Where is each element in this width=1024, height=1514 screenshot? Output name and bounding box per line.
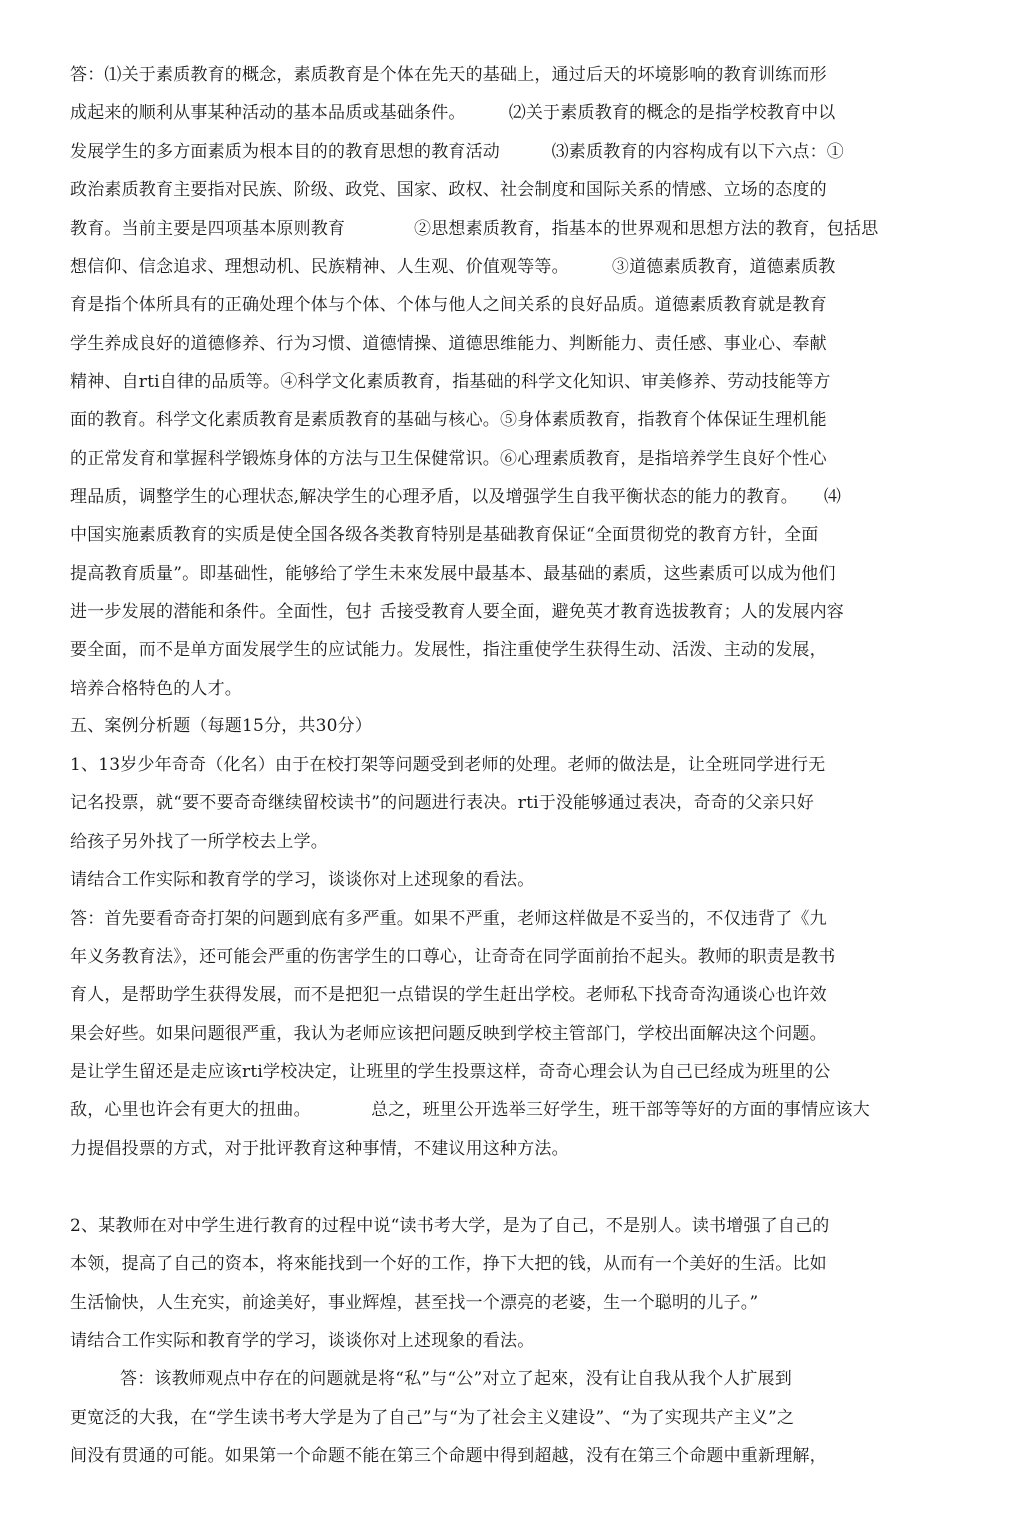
text-line: 答：首先要看奇奇打架的问题到底有多严重。如果不严重，老师这样做是不妥当的，不仅违背了《九	[70, 909, 827, 929]
text-line: 力提倡投票的方式，对于批评教育这种事情，不建议用这种方法。	[70, 1139, 569, 1159]
text-line: 答：⑴关于素质教育的概念，素质教育是个体在先天的基础上，通过后天的坏境影响的教育训练而形	[70, 65, 827, 85]
text-line: 中国实施素质教育的实质是使全国各级各类教育特别是基础教育保证“全面贯彻党的教育方针，全面	[70, 525, 819, 545]
text-line: 进一步发展的潜能和条件。全面性，包扌舌接受教育人要全面，避免英才教育选拔教育；人的发展内容	[70, 602, 844, 622]
text-line: 发展学生的多方面素质为根本目的的教育思想的教育活动 ⑶素质教育的内容构成有以下六点：①	[70, 142, 844, 162]
text-line: 要全面，而不是单方面发展学生的应试能力。发展性，指注重使学生获得生动、活泼、主动的发展，	[70, 640, 827, 660]
text-line: 记名投票，就“要不要奇奇继续留校读书”的问题进行表决。rti于没能够通过表决，奇奇的父亲只好	[70, 793, 814, 813]
text-line: 请结合工作实际和教育学的学习，谈谈你对上述现象的看法。	[70, 1331, 535, 1351]
text-line: 理品质，调整学生的心理状态,解决学生的心理矛盾，以及增强学生自我平衡状态的能力的教育。 ⑷	[70, 487, 842, 507]
text-line: 成起来的顺利从事某种活动的基本品质或基础条件。 ⑵关于素质教育的概念的是指学校教育中以	[70, 103, 836, 123]
text-line: 1、13岁少年奇奇（化名）由于在校打架等问题受到老师的处理。老师的做法是，让全班同学进行无	[70, 755, 826, 775]
text-line: 2、某教师在对中学生进行教育的过程中说“读书考大学，是为了自己，不是别人。读书增强了自己的	[70, 1216, 830, 1236]
text-line: 培养合格特色的人才。	[70, 679, 242, 699]
text-line: 学生养成良好的道德修养、行为习惯、道德情操、道德思维能力、判断能力、责任感、事业心、奉献	[70, 334, 827, 354]
text-line: 想信仰、信念追求、理想动机、民族精神、人生观、价值观等等。 ③道德素质教育，道德素质教	[70, 257, 836, 277]
text-line: 育是指个体所具有的正确处理个体与个体、个体与他人之间关系的良好品质。道德素质教育就是教育	[70, 295, 827, 315]
text-line: 请结合工作实际和教育学的学习，谈谈你对上述现象的看法。	[70, 870, 535, 890]
text-line: 面的教育。科学文化素质教育是素质教育的基础与核心。⑤身体素质教育，指教育个体保证生理机能	[70, 410, 827, 430]
text-line: 精神、自rti自律的品质等。④科学文化素质教育，指基础的科学文化知识、审美修养、劳动技能等方	[70, 372, 831, 392]
text-line: 是让学生留还是走应该rti学校决定，让班里的学生投票这样，奇奇心理会认为自己已经成为班里的公	[70, 1062, 831, 1082]
text-line: 政治素质教育主要指对民族、阶级、政党、国家、政权、社会制度和国际关系的情感、立场的态度的	[70, 180, 827, 200]
text-line: 的正常发育和掌握科学锻炼身体的方法与卫生保健常识。⑥心理素质教育，是指培养学生良好个性心	[70, 449, 827, 469]
text-line: 生活愉快，人生充实，前途美好，事业辉煌，甚至找一个漂亮的老婆，生一个聪明的儿子。”	[70, 1293, 759, 1313]
text-line: 教育。当前主要是四项基本原则教育 ②思想素质教育，指基本的世界观和思想方法的教育，包括思	[70, 219, 879, 239]
text-line: 敌，心里也许会有更大的扭曲。 总之，班里公开选举三好学生，班干部等等好的方面的事情应该大	[70, 1100, 870, 1120]
text-line: 更宽泛的大我，在“学生读书考大学是为了自己”与“为了社会主义建设”、“为了实现共产主义”之	[70, 1408, 795, 1428]
section-heading: 五、案例分析题（每题15分，共30分）	[70, 716, 373, 736]
text-line: 本领，提高了自己的资本，将來能找到一个好的工作，挣下大把的钱，从而有一个美好的生活。比如	[70, 1254, 827, 1274]
text-line: 年义务教育法》，还可能会严重的伤害学生的口尊心，让奇奇在同学面前抬不起头。教师的职责是教书	[70, 947, 836, 967]
text-line: 提高教育质量”。即基础性，能够给了学生未來发展中最基本、最基础的素质，这些素质可以成为他们	[70, 564, 836, 584]
text-line: 给孩子另外找了一所学校去上学。	[70, 832, 328, 852]
text-line: 答：该教师观点中存在的问题就是将“私”与“公”对立了起來，没有让自我从我个人扩展到	[120, 1369, 792, 1389]
text-line: 育人，是帮助学生获得发展，而不是把犯一点错误的学生赶出学校。老师私下找奇奇沟通谈心也许效	[70, 985, 827, 1005]
text-line: 间没有贯通的可能。如果第一个命题不能在第三个命题中得到超越，没有在第三个命题中重新理解，	[70, 1446, 827, 1466]
text-line: 果会好些。如果问题很严重，我认为老师应该把问题反映到学校主管部门，学校出面解决这个问题。	[70, 1024, 827, 1044]
